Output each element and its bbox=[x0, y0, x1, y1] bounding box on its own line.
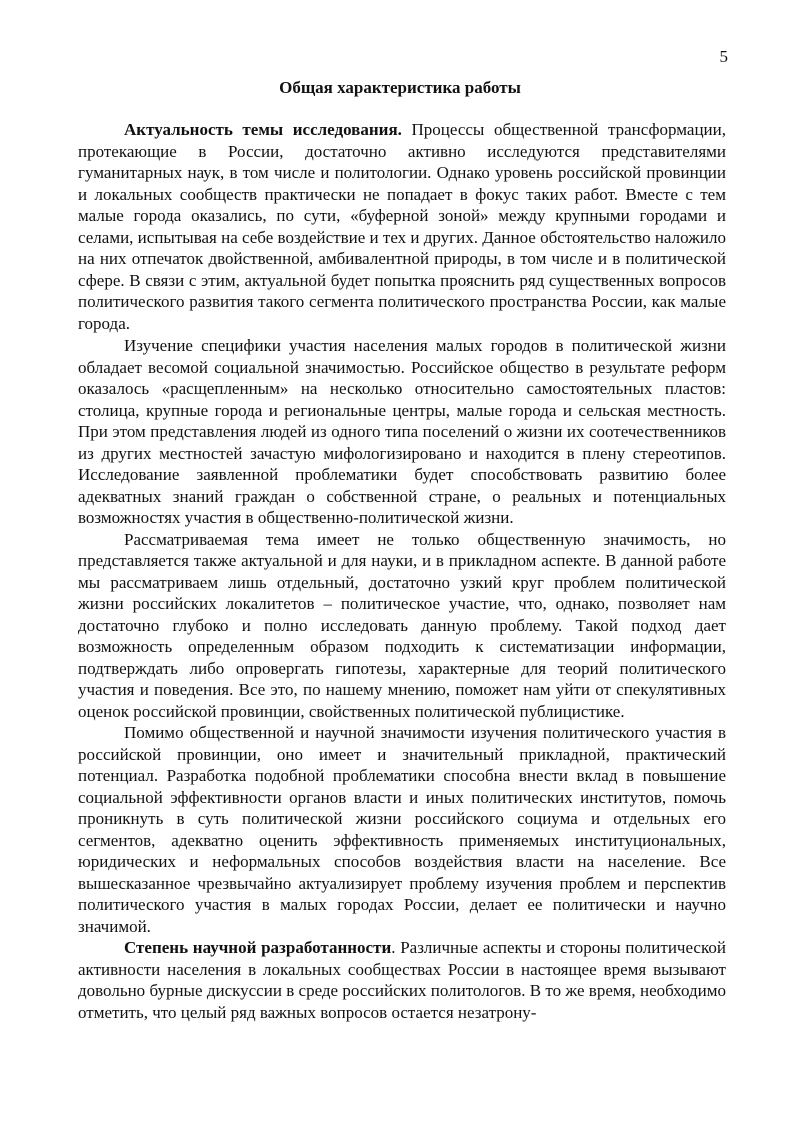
paragraph-social-significance bbox=[78, 335, 726, 529]
body-text bbox=[78, 119, 726, 1023]
page-title: Общая характеристика работы bbox=[279, 78, 521, 97]
paragraph-text: . Различные аспекты и стороны политической активности населения в локальных сообществах России в настоящее время вызывают довольно бурные дискуссии в среде российских политологов. В то же время, необходимо отметить, что целый ряд важных вопросов остается незатрону- bbox=[78, 938, 726, 1022]
paragraph-relevance bbox=[78, 119, 726, 334]
page-number: 5 bbox=[719, 47, 728, 66]
paragraph-scientific-relevance bbox=[78, 529, 726, 723]
paragraph-text: Процессы общественной трансформации, протекающие в России, достаточно активно исследуются представителями гуманитарных наук, в том числе и политологии. Однако уровень российской провинции и локальных сообществ практически не попадает в фокус таких работ. Вместе с тем малые города оказались, по сути, «буферной зоной» между крупными городами и селами, испытывая на себе воздействие и тех и других. Данное обстоятельство наложило на них отпечаток двойственной, амбивалентной природы, в том числе и в политической сфере. В связи с этим, актуальной будет попытка прояснить ряд существенных вопросов политического развития такого сегмента политического пространства России, как малые города. bbox=[78, 120, 727, 333]
paragraph-lead: Актуальность темы исследования. bbox=[124, 120, 402, 139]
paragraph-lead: Степень научной разработанности bbox=[124, 938, 392, 957]
paragraph-text: Рассматриваемая тема имеет не только общественную значимость, но представляется также актуальной и для науки, и в прикладном аспекте. В данной работе мы рассматриваем лишь отдельный, достаточно узкий круг проблем политической жизни российских локалитетов – политическое участие, что, однако, позволяет нам достаточно глубоко и полно исследовать данную проблему. Такой подход дает возможность определенным образом подходить к систематизации информации, подтверждать либо опровергать гипотезы, характерные для теорий политического участия и поведения. Все это, по нашему мнению, поможет нам уйти от спекулятивных оценок российской провинции, свойственных политической публицистике. bbox=[78, 529, 726, 721]
paragraph-practical-potential bbox=[78, 722, 726, 937]
paragraph-degree-of-elaboration bbox=[78, 937, 726, 1023]
paragraph-text: Помимо общественной и научной значимости изучения политического участия в российской провинции, оно имеет и значительный прикладной, практический потенциал. Разработка подобной проблематики способна внести вклад в повышение социальной эффективности органов власти и иных политических институтов, помочь проникнуть в суть политической жизни российского социума и отдельных его сегментов, адекватно оценить эффективность применяемых институциональных, юридических и неформальных способов воздействия власти на население. Все вышесказанное чрезвычайно актуализирует проблему изучения проблем и перспектив политического участия в малых городах России, делает ее политически и научно значимой. bbox=[78, 723, 726, 936]
paragraph-text: Изучение специфики участия населения малых городов в политической жизни обладает весомой социальной значимостью. Российское общество в результате реформ оказалось «расщепленным» на несколько относительно самостоятельных пластов: столица, крупные города и региональные центры, малые города и сельская местность. При этом представления людей из одного типа поселений о жизни их соотечественников из других местностей зачастую мифологизировано и находится в плену стереотипов. Исследование заявленной проблематики будет способствовать развитию более адекватных знаний граждан о собственной стране, о реальных и потенциальных возможностях участия в общественно-политической жизни. bbox=[78, 336, 726, 527]
